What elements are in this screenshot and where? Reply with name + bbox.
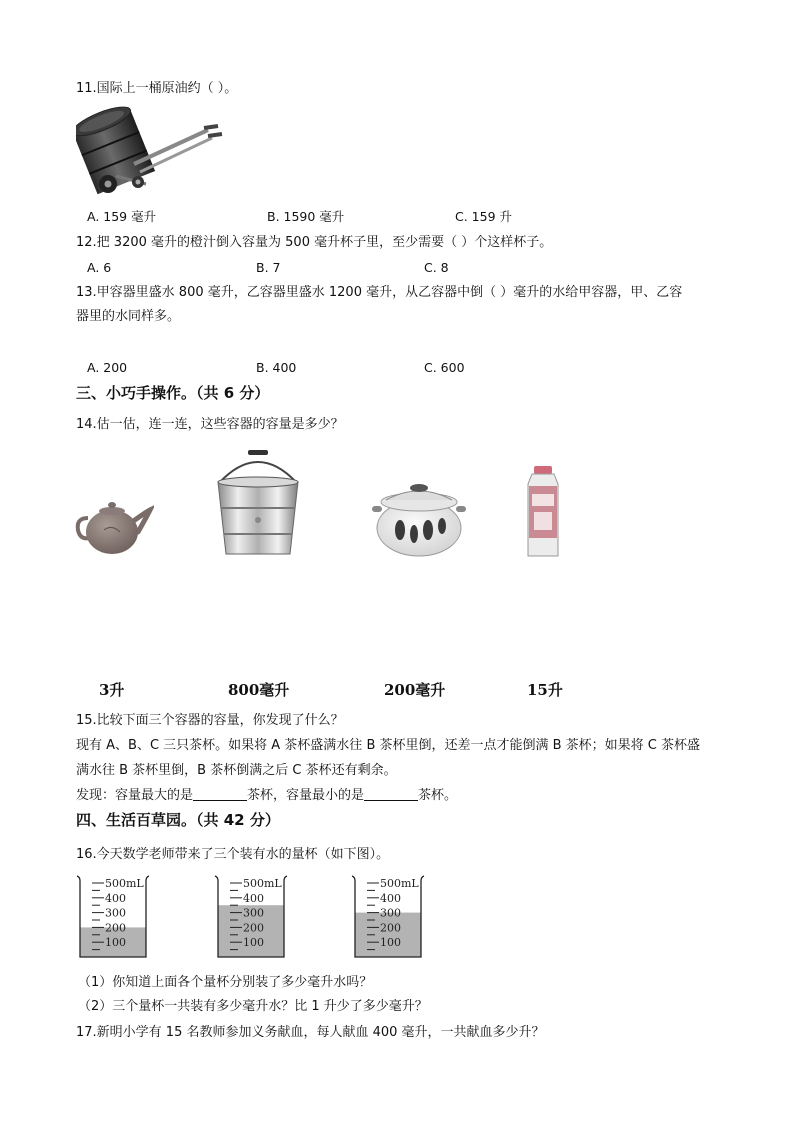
capacity-label-3l: 3升 [99,681,125,699]
q15-finding-mid: 茶杯，容量最小的是 [247,788,365,803]
beaker-scale-label: 400 [380,891,401,905]
beaker-scale-label: 300 [105,906,126,920]
beaker-2 [214,873,288,965]
q11-option-b: B. 1590 毫升 [267,209,345,224]
beaker-scale-label: 200 [105,921,126,935]
q15-title: 15.比较下面三个容器的容量，你发现了什么？ [76,713,344,728]
q15-line-1: 现有 A、B、C 三只茶杯。如果将 A 茶杯盛满水往 B 茶杯里倒，还差一点才能倒满 B 茶杯；如果将 C 茶杯盛 [76,738,701,753]
beaker-1-drawing [76,873,150,961]
q16-text: 16.今天数学老师带来了三个装有水的量杯（如下图）。 [76,847,390,862]
beaker-scale-label: 500mL [105,877,144,890]
beaker-scale-label: 500mL [380,877,419,890]
q12-option-b: B. 7 [256,260,281,275]
beaker-scale-label: 300 [380,906,401,920]
beaker-scale-label: 100 [380,936,401,950]
section-3-title: 三、小巧手操作。（共 6 分） [76,384,270,402]
q15-finding-suffix: 茶杯。 [418,788,458,803]
q15-line-2: 满水往 B 茶杯里倒，B 茶杯倒满之后 C 茶杯还有剩余。 [76,763,397,778]
capacity-label-200ml: 200毫升 [384,681,446,699]
q15-finding-prefix: 发现：容量最大的是 [76,788,194,803]
q13-line-1: 13.甲容器里盛水 800 毫升，乙容器里盛水 1200 毫升，从乙容器中倒（ ）毫升的水给甲容器，甲、乙容 [76,285,683,300]
casserole-pot-image [372,478,466,558]
beaker-scale-label: 200 [243,921,264,935]
section-4-title: 四、生活百草园。（共 42 分） [76,811,280,829]
beaker-scale-label: 100 [105,936,126,950]
beaker-scale-label: 200 [380,921,401,935]
q14-text: 14.估一估，连一连，这些容器的容量是多少？ [76,417,344,432]
capacity-label-15l: 15升 [527,681,563,699]
bucket-image [212,448,304,558]
beaker-scale-label: 100 [243,936,264,950]
q12-option-a: A. 6 [87,260,112,275]
beaker-scale-label: 500mL [243,877,282,890]
q13-option-b: B. 400 [256,360,297,375]
q11-text: 11.国际上一桶原油约（ ）。 [76,81,238,96]
beaker-1 [76,873,150,965]
beaker-3-drawing [351,873,425,961]
q17-text: 17.新明小学有 15 名教师参加义务献血，每人献血 400 毫升，一共献血多少升？ [76,1025,545,1040]
beaker-scale-label: 300 [243,906,264,920]
q12-option-c: C. 8 [424,260,449,275]
beaker-2-drawing [214,873,288,961]
q13-option-a: A. 200 [87,360,128,375]
beaker-scale-label: 400 [243,891,264,905]
q13-option-c: C. 600 [424,360,465,375]
answer-blank-smallest[interactable] [364,787,418,801]
q13-line-2: 器里的水同样多。 [76,309,181,324]
beaker-scale-label: 400 [105,891,126,905]
q11-option-c: C. 159 升 [455,209,513,224]
oil-barrel-image [76,104,226,196]
drink-bottle-image [526,466,560,558]
answer-blank-largest[interactable] [193,787,247,801]
capacity-label-800ml: 800毫升 [228,681,290,699]
q15-finding [76,787,457,805]
q16-sub-question-1: （1）你知道上面各个量杯分别装了多少毫升水吗？ [78,975,373,990]
q11-option-a: A. 159 毫升 [87,209,157,224]
beaker-3 [351,873,425,965]
q12-text: 12.把 3200 毫升的橙汁倒入容量为 500 毫升杯子里，至少需要（ ）个这样杯子。 [76,235,553,250]
q16-sub-question-2: （2）三个量杯一共装有多少毫升水？比 1 升少了多少毫升？ [78,999,428,1014]
teapot-image [74,488,154,558]
